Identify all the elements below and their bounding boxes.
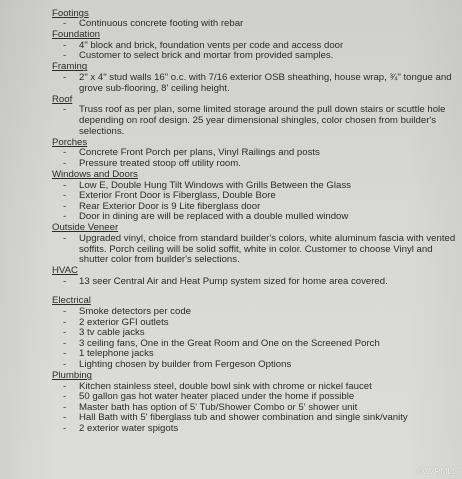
section-heading: Windows and Doors <box>52 168 138 180</box>
list-item: - Concrete Front Porch per plans, Vinyl Railings and posts <box>52 148 456 159</box>
list-item: - 2 exterior GFI outlets <box>52 318 456 329</box>
list-item: - 3 ceiling fans, One in the Great Room and One on the Screened Porch <box>52 339 456 350</box>
list-item: - Lighting chosen by builder from Fergeson Options <box>52 360 456 371</box>
spec-sheet <box>52 8 456 435</box>
list-item: - 2 exterior water spigots <box>52 424 456 435</box>
section-plumbing <box>52 371 456 435</box>
list-item: - Continuous concrete footing with rebar <box>52 19 456 30</box>
list-item: - Low E, Double Hung Tilt Windows with Grills Between the Glass <box>52 181 456 192</box>
list-item: - Master bath has option of 5' Tub/Shower Combo or 5' shower unit <box>52 403 456 414</box>
section-windows-doors <box>52 170 456 223</box>
section-heading: Plumbing <box>52 370 92 382</box>
section-heading: Roof <box>52 93 73 105</box>
section-hvac <box>52 266 456 287</box>
list-item: - 2" x 4" stud walls 16" o.c. with 7/16 exterior OSB sheathing, house wrap, ¾" tongue and grove sub-flooring, 8' ceiling height. <box>52 73 456 94</box>
list-item: - Pressure treated stoop off utility room. <box>52 159 456 170</box>
list-item: - Kitchen stainless steel, double bowl sink with chrome or nickel faucet <box>52 382 456 393</box>
section-outside-veneer <box>52 223 456 265</box>
list-item: - Hall Bath with 5' fiberglass tub and shower combination and single sink/vanity <box>52 413 456 424</box>
section-heading: Porches <box>52 136 88 148</box>
list-item: - Upgraded vinyl, choice from standard builder's colors, white aluminum fascia with vented soffits. Porch ceiling will be solid soffit, white in color. Customer to choose Vinyl and shutter color from builder's selections. <box>52 234 456 266</box>
list-item: - Truss roof as per plan, some limited storage around the pull down stairs or scuttle hole depending on roof design. 25 year dimensional shingles, color chosen from builder's selections. <box>52 105 456 137</box>
section-framing <box>52 62 456 94</box>
section-heading: Electrical <box>52 295 91 307</box>
section-foundation <box>52 30 456 62</box>
list-item: - 13 seer Central Air and Heat Pump system sized for home area covered. <box>52 277 456 288</box>
section-roof <box>52 95 456 137</box>
list-item: - Smoke detectors per code <box>52 307 456 318</box>
section-footings <box>52 9 456 30</box>
section-heading: Foundation <box>52 29 101 41</box>
list-item: - 50 gallon gas hot water heater placed under the home if possible <box>52 392 456 403</box>
section-porches <box>52 138 456 170</box>
list-item: - Customer to select brick and mortar from provided samples. <box>52 51 456 62</box>
section-heading: Framing <box>52 61 88 73</box>
section-electrical <box>52 296 456 370</box>
list-item: - 4" block and brick, foundation vents per code and access door <box>52 41 456 52</box>
watermark: ©CVRMLS <box>416 467 458 476</box>
section-heading: Outside Veneer <box>52 222 119 234</box>
list-item: - Rear Exterior Door is 9 Lite fiberglass door <box>52 202 456 213</box>
list-item: - Door in dining are will be replaced with a double mulled window <box>52 212 456 223</box>
list-item: - 3 tv cable jacks <box>52 328 456 339</box>
section-heading: Footings <box>52 7 89 19</box>
list-item: - Exterior Front Door is Fiberglass, Double Bore <box>52 191 456 202</box>
list-item: - 1 telephone jacks <box>52 349 456 360</box>
section-heading: HVAC <box>52 265 78 277</box>
